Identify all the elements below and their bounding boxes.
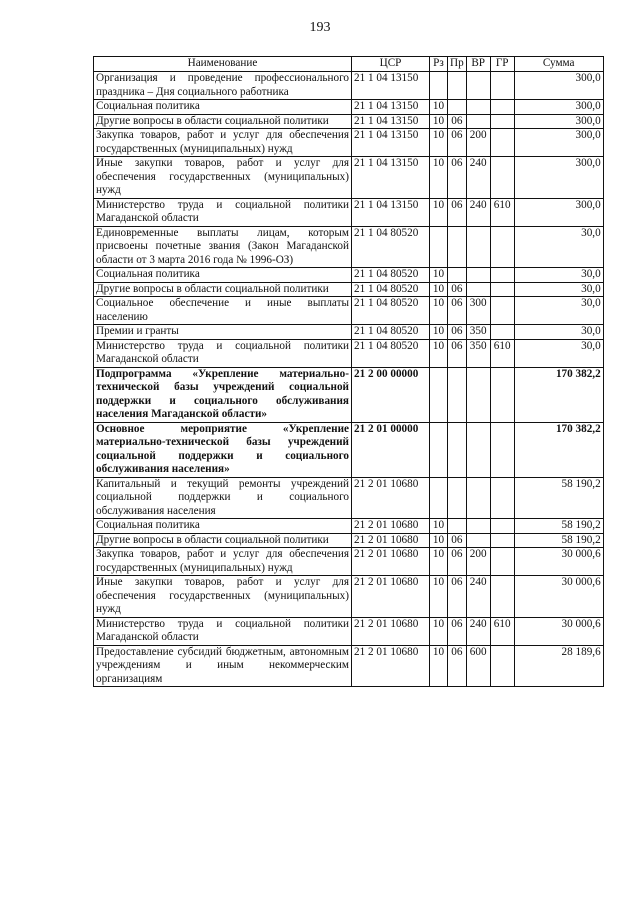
cell-name: Другие вопросы в области социальной политики [94, 533, 352, 548]
table-row [94, 477, 604, 519]
cell-name: Закупка товаров, работ и услуг для обеспечения государственных (муниципальных) нужд [94, 548, 352, 576]
cell-vr: 300 [466, 297, 490, 325]
cell-pr: 06 [448, 198, 467, 226]
cell-name: Министерство труда и социальной политики Магаданской области [94, 617, 352, 645]
cell-gr [490, 129, 514, 157]
cell-csr: 21 1 04 80520 [352, 339, 430, 367]
table-row [94, 576, 604, 618]
cell-pr: 06 [448, 533, 467, 548]
cell-rz: 10 [430, 576, 448, 618]
cell-csr: 21 1 04 80520 [352, 268, 430, 283]
cell-rz: 10 [430, 339, 448, 367]
cell-rz: 10 [430, 325, 448, 340]
cell-sum: 170 382,2 [514, 422, 603, 477]
cell-name: Подпрограмма «Укрепление материально-технической базы учреждений социальной поддержки и социального обслуживания населения Магаданской области» [94, 367, 352, 422]
header-name: Наименование [94, 57, 352, 72]
table-row [94, 422, 604, 477]
cell-csr: 21 2 01 10680 [352, 477, 430, 519]
cell-rz: 10 [430, 114, 448, 129]
cell-csr: 21 2 01 10680 [352, 533, 430, 548]
header-sum: Сумма [514, 57, 603, 72]
cell-vr: 200 [466, 548, 490, 576]
cell-gr [490, 519, 514, 534]
cell-sum: 30,0 [514, 325, 603, 340]
cell-name: Единовременные выплаты лицам, которым присвоены почетные звания (Закон Магаданской области от 3 марта 2016 года № 1996-ОЗ) [94, 226, 352, 268]
cell-vr [466, 226, 490, 268]
cell-rz: 10 [430, 297, 448, 325]
cell-rz: 10 [430, 645, 448, 687]
cell-gr [490, 548, 514, 576]
cell-pr [448, 367, 467, 422]
cell-csr: 21 1 04 13150 [352, 129, 430, 157]
cell-name: Организация и проведение профессионального праздника – Дня социального работника [94, 72, 352, 100]
table-row [94, 226, 604, 268]
cell-vr: 600 [466, 645, 490, 687]
cell-pr: 06 [448, 325, 467, 340]
page-number: 193 [309, 20, 331, 35]
cell-name: Министерство труда и социальной политики Магаданской области [94, 198, 352, 226]
cell-csr: 21 1 04 80520 [352, 325, 430, 340]
cell-gr [490, 114, 514, 129]
cell-csr: 21 1 04 13150 [352, 100, 430, 115]
cell-vr [466, 100, 490, 115]
cell-sum: 30,0 [514, 268, 603, 283]
cell-sum: 30,0 [514, 226, 603, 268]
cell-sum: 300,0 [514, 114, 603, 129]
cell-pr: 06 [448, 157, 467, 199]
cell-csr: 21 1 04 80520 [352, 282, 430, 297]
table-row [94, 282, 604, 297]
table-row [94, 157, 604, 199]
cell-name: Закупка товаров, работ и услуг для обеспечения государственных (муниципальных) нужд [94, 129, 352, 157]
cell-csr: 21 2 01 10680 [352, 548, 430, 576]
cell-gr: 610 [490, 198, 514, 226]
cell-sum: 28 189,6 [514, 645, 603, 687]
cell-name: Премии и гранты [94, 325, 352, 340]
cell-vr: 200 [466, 129, 490, 157]
cell-csr: 21 2 01 10680 [352, 519, 430, 534]
cell-gr [490, 157, 514, 199]
cell-vr: 350 [466, 339, 490, 367]
cell-rz [430, 226, 448, 268]
cell-csr: 21 2 01 10680 [352, 576, 430, 618]
table-row [94, 198, 604, 226]
cell-name: Социальная политика [94, 100, 352, 115]
cell-vr [466, 282, 490, 297]
cell-pr: 06 [448, 129, 467, 157]
cell-vr: 350 [466, 325, 490, 340]
cell-pr: 06 [448, 617, 467, 645]
cell-vr [466, 114, 490, 129]
cell-name: Социальная политика [94, 268, 352, 283]
cell-pr: 06 [448, 297, 467, 325]
header-csr: ЦСР [352, 57, 430, 72]
cell-name: Основное мероприятие «Укрепление материально-технической базы учреждений социальной поддержки и социального обслуживания населения» [94, 422, 352, 477]
cell-vr [466, 519, 490, 534]
table-row [94, 519, 604, 534]
cell-pr [448, 477, 467, 519]
table-row [94, 100, 604, 115]
cell-name: Иные закупки товаров, работ и услуг для обеспечения государственных (муниципальных) нужд [94, 576, 352, 618]
cell-gr [490, 325, 514, 340]
cell-pr: 06 [448, 645, 467, 687]
cell-sum: 300,0 [514, 198, 603, 226]
cell-csr: 21 2 01 10680 [352, 617, 430, 645]
header-vr: ВР [466, 57, 490, 72]
cell-pr: 06 [448, 282, 467, 297]
cell-rz: 10 [430, 548, 448, 576]
table-row [94, 114, 604, 129]
cell-rz [430, 422, 448, 477]
cell-pr: 06 [448, 339, 467, 367]
cell-pr [448, 519, 467, 534]
cell-gr [490, 226, 514, 268]
table-header-row [94, 57, 604, 72]
cell-rz: 10 [430, 617, 448, 645]
cell-name: Другие вопросы в области социальной политики [94, 114, 352, 129]
table-row [94, 297, 604, 325]
cell-gr [490, 100, 514, 115]
cell-rz: 10 [430, 282, 448, 297]
cell-csr: 21 1 04 13150 [352, 198, 430, 226]
table-row [94, 367, 604, 422]
table-row [94, 325, 604, 340]
cell-gr: 610 [490, 339, 514, 367]
table-row [94, 129, 604, 157]
cell-pr [448, 268, 467, 283]
cell-csr: 21 2 01 10680 [352, 645, 430, 687]
cell-name: Предоставление субсидий бюджетным, автономным учреждениям и иным некоммерческим организациям [94, 645, 352, 687]
cell-gr [490, 576, 514, 618]
cell-vr [466, 533, 490, 548]
cell-sum: 58 190,2 [514, 477, 603, 519]
cell-name: Другие вопросы в области социальной политики [94, 282, 352, 297]
cell-rz [430, 72, 448, 100]
cell-name: Капитальный и текущий ремонты учреждений социальной поддержки и социального обслуживания населения [94, 477, 352, 519]
cell-sum: 300,0 [514, 129, 603, 157]
cell-vr [466, 422, 490, 477]
cell-csr: 21 1 04 13150 [352, 157, 430, 199]
header-gr: ГР [490, 57, 514, 72]
cell-sum: 30 000,6 [514, 617, 603, 645]
cell-gr [490, 72, 514, 100]
cell-rz: 10 [430, 198, 448, 226]
cell-pr: 06 [448, 576, 467, 618]
cell-gr [490, 422, 514, 477]
cell-gr: 610 [490, 617, 514, 645]
cell-vr [466, 268, 490, 283]
cell-pr: 06 [448, 548, 467, 576]
cell-pr [448, 100, 467, 115]
cell-csr: 21 1 04 13150 [352, 72, 430, 100]
cell-vr: 240 [466, 198, 490, 226]
cell-vr: 240 [466, 617, 490, 645]
cell-rz: 10 [430, 157, 448, 199]
cell-sum: 170 382,2 [514, 367, 603, 422]
cell-pr [448, 226, 467, 268]
cell-pr: 06 [448, 114, 467, 129]
table-row [94, 533, 604, 548]
cell-pr [448, 422, 467, 477]
table-row [94, 548, 604, 576]
cell-rz: 10 [430, 268, 448, 283]
cell-sum: 30 000,6 [514, 576, 603, 618]
table-row [94, 617, 604, 645]
cell-gr [490, 268, 514, 283]
cell-csr: 21 1 04 13150 [352, 114, 430, 129]
cell-sum: 30,0 [514, 282, 603, 297]
cell-name: Социальная политика [94, 519, 352, 534]
cell-gr [490, 645, 514, 687]
cell-vr [466, 477, 490, 519]
cell-sum: 30,0 [514, 297, 603, 325]
cell-pr [448, 72, 467, 100]
cell-gr [490, 533, 514, 548]
cell-rz: 10 [430, 100, 448, 115]
cell-name: Министерство труда и социальной политики Магаданской области [94, 339, 352, 367]
table-row [94, 72, 604, 100]
cell-sum: 300,0 [514, 72, 603, 100]
cell-rz: 10 [430, 129, 448, 157]
cell-name: Социальное обеспечение и иные выплаты населению [94, 297, 352, 325]
cell-vr [466, 72, 490, 100]
table-row [94, 268, 604, 283]
cell-csr: 21 2 00 00000 [352, 367, 430, 422]
cell-vr [466, 367, 490, 422]
cell-rz: 10 [430, 519, 448, 534]
header-rz: Рз [430, 57, 448, 72]
cell-sum: 300,0 [514, 100, 603, 115]
cell-sum: 30 000,6 [514, 548, 603, 576]
cell-sum: 58 190,2 [514, 533, 603, 548]
cell-gr [490, 297, 514, 325]
cell-rz: 10 [430, 533, 448, 548]
cell-sum: 30,0 [514, 339, 603, 367]
table-row [94, 645, 604, 687]
budget-table [93, 56, 604, 687]
cell-gr [490, 282, 514, 297]
cell-vr: 240 [466, 576, 490, 618]
cell-name: Иные закупки товаров, работ и услуг для обеспечения государственных (муниципальных) нужд [94, 157, 352, 199]
cell-rz [430, 477, 448, 519]
cell-vr: 240 [466, 157, 490, 199]
cell-csr: 21 2 01 00000 [352, 422, 430, 477]
cell-gr [490, 477, 514, 519]
cell-csr: 21 1 04 80520 [352, 297, 430, 325]
cell-csr: 21 1 04 80520 [352, 226, 430, 268]
cell-gr [490, 367, 514, 422]
header-pr: Пр [448, 57, 467, 72]
cell-sum: 300,0 [514, 157, 603, 199]
table-row [94, 339, 604, 367]
cell-sum: 58 190,2 [514, 519, 603, 534]
cell-rz [430, 367, 448, 422]
